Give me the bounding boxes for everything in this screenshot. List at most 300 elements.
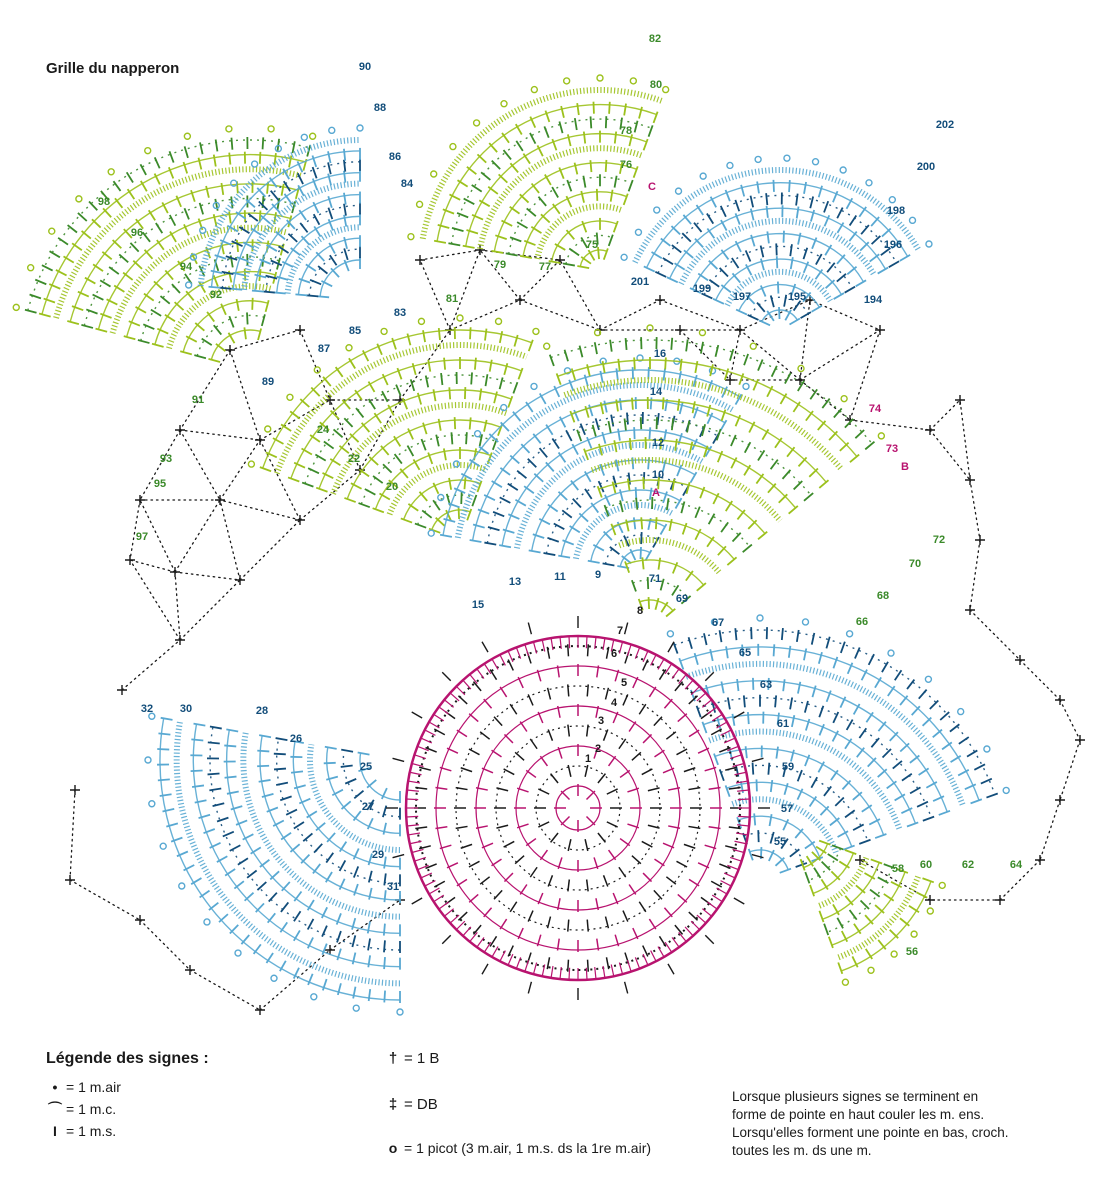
stitch bbox=[161, 718, 173, 720]
stitch bbox=[629, 180, 633, 191]
stitch bbox=[598, 247, 599, 259]
picot bbox=[397, 1009, 403, 1015]
stitch bbox=[855, 647, 860, 658]
net-node bbox=[117, 685, 127, 695]
stitch bbox=[262, 314, 265, 326]
stitch bbox=[452, 228, 464, 231]
stitch bbox=[575, 118, 577, 130]
stitch bbox=[710, 649, 713, 661]
stitch bbox=[103, 208, 111, 217]
stitch bbox=[667, 498, 669, 510]
stitch bbox=[540, 448, 548, 457]
stitch bbox=[521, 444, 529, 453]
stitch bbox=[721, 522, 728, 532]
chain-segment bbox=[175, 572, 180, 640]
stitch bbox=[259, 735, 271, 737]
row-number: 56 bbox=[905, 946, 919, 958]
center-stitch bbox=[632, 856, 641, 864]
stitch bbox=[341, 750, 353, 752]
fan-row bbox=[211, 330, 260, 360]
picot bbox=[301, 134, 307, 140]
stitch bbox=[579, 513, 588, 521]
center-stitch bbox=[609, 850, 616, 860]
center-band-stitch bbox=[685, 680, 693, 689]
picot bbox=[145, 148, 151, 154]
stitch bbox=[845, 287, 855, 293]
stitch bbox=[231, 196, 232, 208]
stitch bbox=[191, 770, 203, 771]
stitch bbox=[580, 346, 583, 358]
stitch bbox=[543, 553, 555, 555]
chain-icon: • bbox=[52, 1079, 58, 1095]
row-number: 60 bbox=[919, 859, 933, 871]
stitch bbox=[566, 430, 572, 441]
stitch bbox=[257, 751, 269, 752]
row-number: 64 bbox=[1009, 859, 1023, 871]
stitch bbox=[534, 474, 543, 482]
row-number: 11 bbox=[554, 571, 566, 583]
row-number: 86 bbox=[388, 151, 402, 163]
stitch bbox=[595, 342, 597, 354]
stitch bbox=[480, 388, 482, 400]
stitch bbox=[718, 546, 726, 555]
stitch bbox=[634, 517, 635, 529]
stitch bbox=[615, 176, 617, 188]
stitch bbox=[259, 780, 271, 782]
stitch bbox=[794, 481, 803, 489]
stitch bbox=[967, 750, 977, 756]
stitch bbox=[282, 184, 284, 196]
stitch bbox=[358, 753, 370, 755]
stitch bbox=[294, 822, 304, 829]
picot bbox=[287, 394, 293, 400]
center-stitch bbox=[688, 788, 700, 790]
stitch bbox=[641, 517, 642, 529]
stitch bbox=[270, 871, 279, 879]
row-number: 72 bbox=[932, 534, 946, 546]
stitch bbox=[757, 303, 765, 312]
chain-segment bbox=[1060, 740, 1080, 800]
stitch bbox=[263, 291, 275, 292]
stitch bbox=[238, 858, 248, 865]
stitch bbox=[180, 351, 192, 354]
stitch bbox=[791, 257, 793, 269]
center-stitch bbox=[643, 734, 651, 742]
stitch bbox=[632, 398, 633, 410]
stitch bbox=[369, 871, 372, 883]
stitch bbox=[130, 243, 138, 252]
picot bbox=[418, 318, 424, 324]
stitch bbox=[608, 421, 610, 433]
net-node bbox=[975, 535, 985, 545]
center-stitch bbox=[461, 768, 472, 772]
stitch bbox=[797, 630, 799, 642]
row-number: 30 bbox=[179, 703, 193, 715]
picot bbox=[676, 188, 682, 194]
center-stitch bbox=[632, 752, 641, 760]
stitch bbox=[649, 427, 650, 439]
center-band-stitch bbox=[421, 738, 432, 743]
center-stitch bbox=[568, 644, 569, 656]
row-number: 27 bbox=[361, 801, 375, 813]
center-band-stitch bbox=[737, 790, 749, 791]
stitch bbox=[488, 527, 500, 530]
stitch bbox=[919, 690, 927, 699]
stitch bbox=[471, 372, 472, 384]
stitch bbox=[155, 157, 160, 168]
stitch bbox=[356, 408, 363, 417]
stitch bbox=[223, 832, 234, 837]
center-stitch bbox=[457, 879, 467, 885]
stitch bbox=[726, 646, 728, 658]
center-stitch bbox=[480, 732, 489, 739]
stitch bbox=[640, 547, 641, 559]
row-number: 87 bbox=[317, 343, 331, 355]
stitch bbox=[284, 181, 290, 191]
stitch bbox=[636, 498, 637, 510]
picot bbox=[939, 882, 945, 888]
net-node bbox=[255, 1005, 265, 1015]
stitch bbox=[776, 747, 778, 759]
stitch bbox=[384, 991, 385, 1003]
stitch bbox=[252, 291, 264, 292]
stitch bbox=[127, 172, 133, 182]
picot bbox=[231, 180, 237, 186]
center-band-stitch bbox=[672, 937, 679, 947]
center-band-stitch bbox=[410, 841, 422, 843]
stitch bbox=[170, 215, 176, 226]
stitch bbox=[593, 425, 596, 437]
center-band-stitch bbox=[651, 951, 656, 962]
chain-segment bbox=[180, 430, 220, 500]
net-node bbox=[125, 555, 135, 565]
stitch bbox=[365, 489, 376, 495]
stitch bbox=[169, 151, 173, 162]
stitch bbox=[721, 681, 723, 693]
center-band-stitch bbox=[685, 927, 693, 936]
stitch bbox=[798, 233, 800, 245]
center-band-stitch bbox=[707, 902, 717, 909]
center-stitch bbox=[520, 884, 527, 894]
stitch bbox=[448, 243, 460, 245]
fan-row bbox=[537, 206, 621, 259]
picot bbox=[544, 343, 550, 349]
row-number: 76 bbox=[619, 159, 633, 171]
center-stitch bbox=[530, 867, 537, 877]
stitch bbox=[124, 336, 136, 339]
stitch bbox=[302, 483, 313, 487]
stitch bbox=[423, 330, 425, 342]
chain-segment bbox=[330, 900, 400, 950]
center-stitch bbox=[649, 687, 655, 697]
stitch bbox=[828, 854, 838, 860]
stitch bbox=[563, 263, 575, 265]
stitch bbox=[451, 432, 452, 444]
stitch bbox=[671, 338, 672, 350]
stitch bbox=[230, 925, 238, 934]
stitch bbox=[766, 193, 767, 205]
stitch bbox=[810, 885, 814, 896]
stitch bbox=[157, 749, 169, 750]
row-number: 198 bbox=[886, 205, 906, 217]
stitch bbox=[697, 583, 706, 591]
stitch bbox=[369, 888, 372, 900]
center-motif bbox=[386, 616, 773, 1000]
stitch bbox=[490, 360, 492, 372]
chain-segment bbox=[1060, 700, 1080, 740]
stitch bbox=[463, 246, 475, 248]
row-number: 93 bbox=[159, 453, 173, 465]
stitch bbox=[635, 121, 638, 133]
stitch bbox=[373, 508, 384, 512]
center-band-stitch bbox=[595, 967, 596, 979]
row-number: 12 bbox=[651, 437, 665, 449]
chain-segment bbox=[130, 500, 140, 560]
stitch bbox=[324, 763, 336, 764]
center-band-stitch bbox=[500, 951, 505, 962]
stitch bbox=[590, 160, 591, 172]
center-band-stitch bbox=[425, 730, 436, 735]
center-stitch bbox=[530, 739, 537, 749]
stitch bbox=[831, 871, 839, 879]
stitch bbox=[344, 160, 345, 172]
stitch bbox=[470, 327, 471, 339]
stitch bbox=[627, 413, 628, 425]
center-stitch bbox=[484, 908, 492, 917]
center-band-stitch bbox=[406, 799, 418, 800]
center-band-stitch bbox=[492, 947, 498, 957]
stitch bbox=[907, 822, 918, 826]
stitch bbox=[422, 510, 431, 517]
stitch bbox=[395, 454, 402, 464]
stitch bbox=[834, 293, 844, 299]
chain-segment bbox=[930, 400, 960, 430]
center-outer-stitch bbox=[734, 898, 744, 904]
stitch bbox=[330, 255, 337, 265]
stitch bbox=[798, 682, 800, 694]
center-stitch bbox=[729, 787, 741, 789]
row-number: 58 bbox=[891, 863, 905, 875]
stitch bbox=[415, 524, 426, 528]
stitch bbox=[827, 263, 835, 272]
center-stitch bbox=[629, 884, 636, 894]
picot bbox=[927, 908, 933, 914]
stitch bbox=[720, 630, 722, 642]
center-stitch bbox=[494, 717, 502, 726]
stitch bbox=[758, 532, 767, 540]
chain-segment bbox=[360, 400, 400, 470]
stitch bbox=[678, 399, 680, 411]
stitch bbox=[777, 256, 778, 268]
stitch bbox=[743, 545, 752, 553]
stitch bbox=[113, 181, 120, 191]
stitch bbox=[81, 325, 93, 328]
center-stitch bbox=[586, 816, 594, 824]
center-outer-stitch bbox=[528, 982, 531, 994]
center-stitch bbox=[551, 833, 558, 842]
center-stitch bbox=[609, 756, 616, 766]
stitch bbox=[506, 253, 518, 255]
stitch bbox=[770, 814, 772, 826]
stitch bbox=[591, 116, 592, 128]
row-number: 4 bbox=[610, 697, 618, 709]
row-number: 88 bbox=[373, 102, 387, 114]
stitch bbox=[695, 361, 697, 373]
stitch bbox=[274, 769, 286, 770]
center-band-stitch bbox=[691, 921, 699, 929]
center-stitch bbox=[642, 769, 653, 775]
stitch bbox=[257, 766, 269, 767]
row-number: 75 bbox=[585, 239, 599, 251]
stitch bbox=[588, 561, 600, 563]
row-number: 32 bbox=[140, 703, 154, 715]
stitch bbox=[295, 294, 307, 295]
stitch bbox=[508, 484, 518, 491]
stitch bbox=[368, 939, 370, 951]
stitch bbox=[759, 320, 770, 325]
center-stitch bbox=[458, 912, 467, 920]
center-stitch bbox=[510, 704, 517, 714]
center-stitch bbox=[520, 722, 527, 732]
center-band-stitch bbox=[672, 669, 679, 679]
row-number: 201 bbox=[630, 276, 650, 288]
stitch bbox=[470, 417, 471, 429]
net-node bbox=[215, 495, 225, 505]
center-stitch bbox=[684, 844, 695, 848]
stitch bbox=[720, 769, 724, 780]
net-node bbox=[415, 255, 425, 265]
stitch bbox=[237, 299, 239, 311]
stitch bbox=[208, 742, 220, 743]
stitch bbox=[847, 720, 853, 730]
stitch bbox=[199, 158, 202, 170]
row-number: 1 bbox=[584, 753, 592, 765]
row-number: 92 bbox=[209, 289, 223, 301]
stitch bbox=[274, 292, 286, 293]
stitch bbox=[671, 226, 680, 234]
stitch bbox=[30, 294, 41, 298]
stitch bbox=[783, 679, 784, 691]
stitch bbox=[634, 357, 635, 369]
center-stitch bbox=[548, 917, 551, 929]
stitch bbox=[559, 492, 568, 500]
fan-row bbox=[576, 505, 673, 559]
center-band-stitch bbox=[406, 816, 418, 817]
stitch bbox=[735, 628, 736, 640]
row-number: 10 bbox=[651, 469, 665, 481]
stitch bbox=[611, 190, 613, 202]
row-number: 9 bbox=[594, 569, 602, 581]
stitch bbox=[890, 732, 898, 741]
picot bbox=[1003, 787, 1009, 793]
stitch bbox=[538, 197, 546, 206]
center-band-stitch bbox=[697, 915, 706, 923]
row-number: 199 bbox=[692, 283, 712, 295]
stitch bbox=[208, 287, 220, 288]
stitch bbox=[809, 468, 818, 476]
stitch bbox=[746, 746, 747, 758]
stitch bbox=[344, 149, 345, 161]
picot bbox=[847, 631, 853, 637]
center-stitch bbox=[689, 730, 699, 736]
stitch bbox=[499, 545, 511, 547]
row-number: 67 bbox=[711, 617, 725, 629]
stitch bbox=[288, 234, 297, 242]
center-stitch bbox=[588, 960, 589, 972]
net-node bbox=[65, 875, 75, 885]
stitch bbox=[280, 796, 291, 800]
stitch bbox=[790, 698, 792, 710]
picot bbox=[184, 133, 190, 139]
stitch bbox=[575, 163, 578, 175]
picot bbox=[475, 431, 481, 437]
stitch bbox=[666, 609, 675, 617]
stitch bbox=[577, 103, 579, 115]
picot bbox=[958, 709, 964, 715]
stitch bbox=[428, 360, 430, 372]
picot bbox=[248, 461, 254, 467]
center-band-stitch bbox=[477, 669, 484, 679]
picot bbox=[926, 241, 932, 247]
stitch bbox=[861, 225, 869, 234]
stitch bbox=[744, 695, 745, 707]
stitch bbox=[163, 809, 175, 812]
stitch bbox=[345, 779, 356, 784]
center-band-stitch bbox=[697, 693, 706, 701]
picot bbox=[663, 87, 669, 93]
center-stitch bbox=[587, 879, 588, 891]
stitch bbox=[214, 214, 217, 226]
center-stitch bbox=[689, 912, 698, 920]
stitch bbox=[276, 783, 288, 785]
stitch bbox=[368, 955, 370, 967]
fan-row bbox=[480, 148, 642, 249]
stitch bbox=[516, 141, 523, 151]
stitch bbox=[230, 289, 242, 290]
stitch bbox=[859, 728, 866, 738]
center-outer-stitch bbox=[442, 935, 450, 943]
center-stitch bbox=[540, 756, 547, 766]
center-stitch bbox=[515, 752, 524, 760]
center-stitch bbox=[469, 894, 478, 902]
row-number: 69 bbox=[675, 593, 689, 605]
row-number: A bbox=[652, 487, 660, 499]
stitch bbox=[449, 478, 451, 490]
stitch bbox=[737, 679, 738, 691]
chain-segment bbox=[140, 920, 190, 970]
center-outer-stitch bbox=[482, 964, 488, 974]
stitch bbox=[900, 255, 910, 261]
stitch bbox=[883, 749, 891, 757]
net-node bbox=[135, 495, 145, 505]
stitch bbox=[587, 364, 590, 376]
center-stitch bbox=[654, 717, 662, 726]
stitch bbox=[569, 248, 579, 255]
picot bbox=[784, 155, 790, 161]
stitch bbox=[573, 499, 581, 508]
stitch bbox=[459, 507, 460, 519]
row-number: 70 bbox=[908, 558, 922, 570]
legend-text: = 1 m.air bbox=[66, 1079, 121, 1095]
chain-segment bbox=[70, 880, 140, 920]
stitch bbox=[840, 443, 849, 451]
stitch bbox=[353, 953, 356, 965]
stitch bbox=[630, 438, 631, 450]
picot bbox=[357, 125, 363, 131]
center-band-stitch bbox=[707, 707, 717, 714]
stitch bbox=[344, 418, 352, 427]
center-band-stitch bbox=[533, 963, 536, 975]
